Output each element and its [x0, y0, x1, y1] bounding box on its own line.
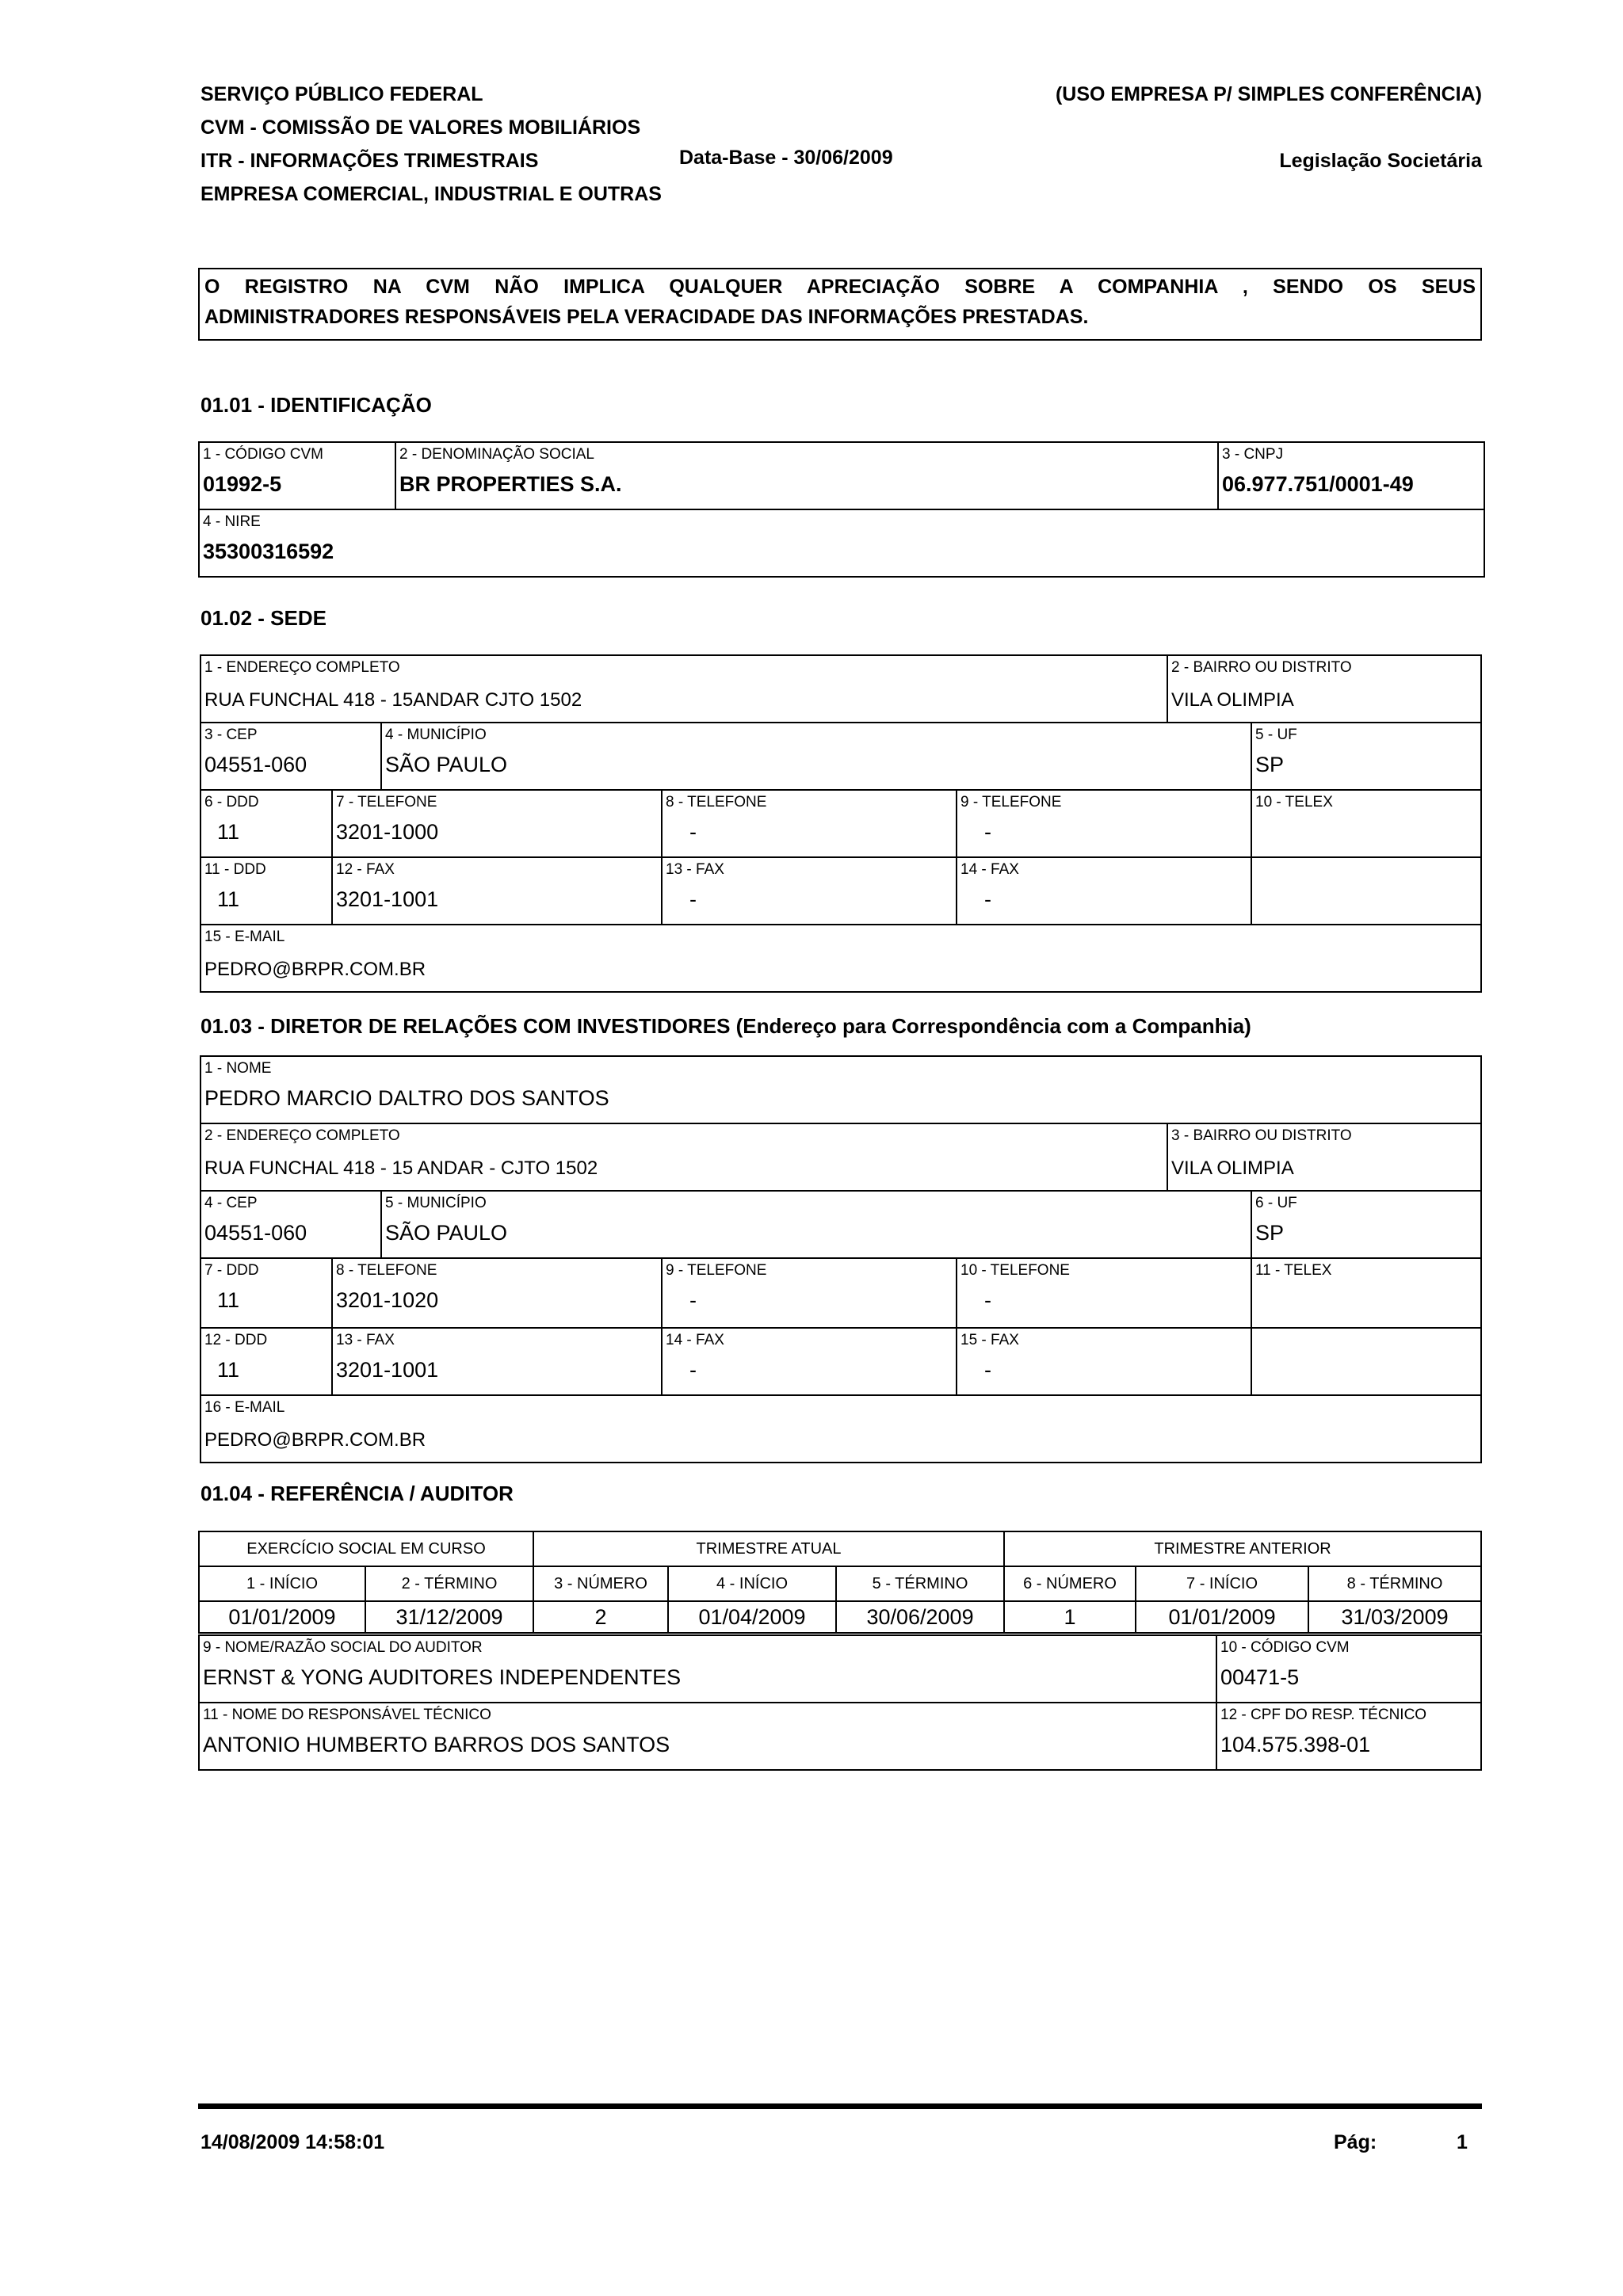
- sede-endereco-cell: [200, 655, 1167, 723]
- diretor-fax3-cell: [957, 1328, 1251, 1395]
- sede-fax1-cell: [332, 857, 662, 925]
- sede-fax3-value: -: [984, 887, 991, 911]
- sede-municipio-cell: [381, 723, 1251, 790]
- diretor-telex-label: 11 - TELEX: [1255, 1262, 1332, 1279]
- diretor-table: [200, 1055, 1482, 1463]
- exercicio-header: EXERCÍCIO SOCIAL EM CURSO: [199, 1531, 533, 1566]
- data-base: Data-Base - 30/06/2009: [679, 147, 893, 169]
- diretor-cep-value: 04551-060: [204, 1221, 307, 1245]
- sede-cep-label: 3 - CEP: [204, 727, 258, 743]
- sede-telex-label: 10 - TELEX: [1255, 794, 1333, 810]
- sede-email-label: 15 - E-MAIL: [204, 929, 285, 945]
- trimestre-anterior-header: TRIMESTRE ANTERIOR: [1004, 1531, 1481, 1566]
- sede-tel1-label: 7 - TELEFONE: [336, 794, 437, 810]
- sede-tel2-label: 8 - TELEFONE: [666, 794, 767, 810]
- diretor-tel1-cell: [332, 1258, 662, 1328]
- sede-ddd-cell: [200, 790, 332, 857]
- col-value: 31/03/2009: [1308, 1601, 1481, 1633]
- notice-line-1: O REGISTRO NA CVM NÃO IMPLICA QUALQUER APRECIAÇÃO SOBRE A COMPANHIA , SENDO OS SEUS: [204, 276, 1476, 298]
- responsavel-label: 11 - NOME DO RESPONSÁVEL TÉCNICO: [203, 1707, 491, 1723]
- diretor-ddd-fax-value: 11: [217, 1358, 240, 1382]
- col-value: 01/01/2009: [1136, 1601, 1308, 1633]
- diretor-ddd-cell: [200, 1258, 332, 1328]
- sede-uf-value: SP: [1255, 753, 1285, 776]
- diretor-ddd-fax-label: 12 - DDD: [204, 1332, 268, 1348]
- legislacao: Legislação Societária: [1279, 150, 1482, 172]
- sede-fax2-value: -: [689, 887, 697, 911]
- col-label: 6 - NÚMERO: [1004, 1566, 1136, 1601]
- diretor-nome-value: PEDRO MARCIO DALTRO DOS SANTOS: [204, 1086, 609, 1110]
- nire-cell: [199, 509, 1484, 577]
- diretor-municipio-cell: [381, 1191, 1251, 1258]
- codigo-cvm-value: 01992-5: [203, 472, 282, 496]
- diretor-ddd-value: 11: [217, 1288, 240, 1312]
- auditor-nome-cell: [199, 1635, 1216, 1703]
- sede-cep-value: 04551-060: [204, 753, 307, 776]
- sede-ddd-fax-value: 11: [217, 887, 240, 911]
- registro-notice: [198, 268, 1482, 341]
- diretor-tel2-value: -: [689, 1288, 697, 1312]
- diretor-cep-label: 4 - CEP: [204, 1195, 258, 1211]
- diretor-fax2-label: 14 - FAX: [666, 1332, 724, 1348]
- sede-telex-cell: [1251, 790, 1481, 857]
- codigo-cvm-cell: [199, 442, 395, 509]
- diretor-cep-cell: [200, 1191, 381, 1258]
- codigo-cvm-label: 1 - CÓDIGO CVM: [203, 446, 324, 463]
- diretor-fax2-value: -: [689, 1358, 697, 1382]
- auditor-codigo-label: 10 - CÓDIGO CVM: [1220, 1639, 1350, 1656]
- sede-tel3-label: 9 - TELEFONE: [960, 794, 1062, 810]
- diretor-telex-cell: [1251, 1258, 1481, 1328]
- col-label: 4 - INÍCIO: [668, 1566, 836, 1601]
- col-label: 3 - NÚMERO: [533, 1566, 668, 1601]
- auditor-codigo-cell: [1216, 1635, 1481, 1703]
- col-label: 5 - TÉRMINO: [836, 1566, 1004, 1601]
- auditor-nome-label: 9 - NOME/RAZÃO SOCIAL DO AUDITOR: [203, 1639, 483, 1656]
- diretor-ddd-fax-cell: [200, 1328, 332, 1395]
- cnpj-cell: [1218, 442, 1484, 509]
- auditor-codigo-value: 00471-5: [1220, 1665, 1300, 1689]
- denominacao-label: 2 - DENOMINAÇÃO SOCIAL: [399, 446, 594, 463]
- sede-uf-label: 5 - UF: [1255, 727, 1297, 743]
- col-label: 8 - TÉRMINO: [1308, 1566, 1481, 1601]
- diretor-ddd-label: 7 - DDD: [204, 1262, 259, 1279]
- diretor-fax1-cell: [332, 1328, 662, 1395]
- diretor-fax1-label: 13 - FAX: [336, 1332, 395, 1348]
- diretor-empty-cell: [1251, 1328, 1481, 1395]
- cpf-value: 104.575.398-01: [1220, 1733, 1371, 1756]
- sede-email-cell: [200, 925, 1481, 992]
- footer-page-number: 1: [1457, 2131, 1468, 2153]
- sede-municipio-label: 4 - MUNICÍPIO: [385, 727, 487, 743]
- sede-bairro-cell: [1167, 655, 1481, 723]
- notice-line-2: ADMINISTRADORES RESPONSÁVEIS PELA VERACIDADE DAS INFORMAÇÕES PRESTADAS.: [204, 306, 1089, 328]
- responsavel-value: ANTONIO HUMBERTO BARROS DOS SANTOS: [203, 1733, 670, 1756]
- nire-value: 35300316592: [203, 540, 334, 563]
- diretor-uf-label: 6 - UF: [1255, 1195, 1297, 1211]
- diretor-bairro-value: VILA OLIMPIA: [1171, 1158, 1294, 1179]
- diretor-endereco-label: 2 - ENDEREÇO COMPLETO: [204, 1127, 400, 1144]
- col-value: 2: [533, 1601, 668, 1633]
- sede-tel3-value: -: [984, 820, 991, 844]
- diretor-tel2-cell: [662, 1258, 957, 1328]
- section-title-auditor: 01.04 - REFERÊNCIA / AUDITOR: [200, 1482, 514, 1505]
- diretor-endereco-cell: [200, 1123, 1167, 1191]
- diretor-tel1-label: 8 - TELEFONE: [336, 1262, 437, 1279]
- sede-fax3-label: 14 - FAX: [960, 861, 1019, 878]
- diretor-municipio-label: 5 - MUNICÍPIO: [385, 1195, 487, 1211]
- diretor-tel3-label: 10 - TELEFONE: [960, 1262, 1070, 1279]
- col-label: 2 - TÉRMINO: [365, 1566, 533, 1601]
- col-value: 1: [1004, 1601, 1136, 1633]
- sede-bairro-label: 2 - BAIRRO OU DISTRITO: [1171, 659, 1352, 676]
- col-label: 1 - INÍCIO: [199, 1566, 365, 1601]
- section-title-identificacao: 01.01 - IDENTIFICAÇÃO: [200, 393, 432, 417]
- sede-tel2-value: -: [689, 820, 697, 844]
- sede-fax2-label: 13 - FAX: [666, 861, 724, 878]
- col-value: 30/06/2009: [836, 1601, 1004, 1633]
- cnpj-value: 06.977.751/0001-49: [1222, 472, 1414, 496]
- col-label: 7 - INÍCIO: [1136, 1566, 1308, 1601]
- denominacao-cell: [395, 442, 1218, 509]
- cnpj-label: 3 - CNPJ: [1222, 446, 1284, 463]
- sede-fax1-value: 3201-1001: [336, 887, 439, 911]
- diretor-tel3-cell: [957, 1258, 1251, 1328]
- sede-tel1-value: 3201-1000: [336, 820, 439, 844]
- sede-tel2-cell: [662, 790, 957, 857]
- sede-tel1-cell: [332, 790, 662, 857]
- diretor-uf-cell: [1251, 1191, 1481, 1258]
- nire-label: 4 - NIRE: [203, 513, 261, 530]
- sede-ddd-fax-label: 11 - DDD: [204, 861, 266, 878]
- sede-empty-cell: [1251, 857, 1481, 925]
- sede-ddd-label: 6 - DDD: [204, 794, 259, 810]
- uso-empresa: (USO EMPRESA P/ SIMPLES CONFERÊNCIA): [1055, 83, 1482, 105]
- diretor-fax2-cell: [662, 1328, 957, 1395]
- diretor-municipio-value: SÃO PAULO: [385, 1221, 508, 1245]
- diretor-fax3-value: -: [984, 1358, 991, 1382]
- cpf-cell: [1216, 1703, 1481, 1770]
- cpf-label: 12 - CPF DO RESP. TÉCNICO: [1220, 1707, 1427, 1723]
- diretor-uf-value: SP: [1255, 1221, 1285, 1245]
- diretor-email-value: PEDRO@BRPR.COM.BR: [204, 1429, 426, 1451]
- auditor-reference-table: [198, 1531, 1482, 1634]
- sede-tel3-cell: [957, 790, 1251, 857]
- auditor-nome-value: ERNST & YONG AUDITORES INDEPENDENTES: [203, 1665, 682, 1689]
- diretor-fax1-value: 3201-1001: [336, 1358, 439, 1382]
- section-title-diretor: 01.03 - DIRETOR DE RELAÇÕES COM INVESTIDORES (Endereço para Correspondência com a Companhia): [200, 1014, 1251, 1038]
- footer-page-label: Pág:: [1334, 2131, 1377, 2153]
- responsavel-cell: [199, 1703, 1216, 1770]
- diretor-tel3-value: -: [984, 1288, 991, 1312]
- footer-rule: [198, 2103, 1482, 2109]
- diretor-email-cell: [200, 1395, 1481, 1463]
- sede-fax3-cell: [957, 857, 1251, 925]
- sede-table: [200, 654, 1482, 993]
- diretor-endereco-value: RUA FUNCHAL 418 - 15 ANDAR - CJTO 1502: [204, 1158, 598, 1179]
- sede-email-value: PEDRO@BRPR.COM.BR: [204, 959, 426, 980]
- sede-bairro-value: VILA OLIMPIA: [1171, 689, 1294, 711]
- header-line-3: ITR - INFORMAÇÕES TRIMESTRAIS: [200, 150, 539, 172]
- header-line-1: SERVIÇO PÚBLICO FEDERAL: [200, 83, 483, 105]
- identificacao-table: [198, 441, 1485, 578]
- sede-ddd-value: 11: [217, 820, 240, 844]
- diretor-tel1-value: 3201-1020: [336, 1288, 439, 1312]
- diretor-bairro-cell: [1167, 1123, 1481, 1191]
- col-value: 01/04/2009: [668, 1601, 836, 1633]
- auditor-table: [198, 1634, 1482, 1771]
- sede-endereco-value: RUA FUNCHAL 418 - 15ANDAR CJTO 1502: [204, 689, 582, 711]
- col-value: 01/01/2009: [199, 1601, 365, 1633]
- section-title-sede: 01.02 - SEDE: [200, 606, 327, 630]
- footer-timestamp: 14/08/2009 14:58:01: [200, 2131, 385, 2153]
- sede-cep-cell: [200, 723, 381, 790]
- col-value: 31/12/2009: [365, 1601, 533, 1633]
- sede-municipio-value: SÃO PAULO: [385, 753, 508, 776]
- sede-endereco-label: 1 - ENDEREÇO COMPLETO: [204, 659, 400, 676]
- diretor-bairro-label: 3 - BAIRRO OU DISTRITO: [1171, 1127, 1352, 1144]
- sede-ddd-fax-cell: [200, 857, 332, 925]
- diretor-nome-label: 1 - NOME: [204, 1060, 272, 1077]
- header-line-4: EMPRESA COMERCIAL, INDUSTRIAL E OUTRAS: [200, 183, 662, 205]
- denominacao-value: BR PROPERTIES S.A.: [399, 472, 622, 496]
- sede-fax2-cell: [662, 857, 957, 925]
- diretor-email-label: 16 - E-MAIL: [204, 1399, 285, 1416]
- sede-fax1-label: 12 - FAX: [336, 861, 395, 878]
- diretor-tel2-label: 9 - TELEFONE: [666, 1262, 767, 1279]
- sede-uf-cell: [1251, 723, 1481, 790]
- header-line-2: CVM - COMISSÃO DE VALORES MOBILIÁRIOS: [200, 116, 641, 139]
- diretor-nome-cell: [200, 1056, 1481, 1123]
- diretor-fax3-label: 15 - FAX: [960, 1332, 1019, 1348]
- trimestre-atual-header: TRIMESTRE ATUAL: [533, 1531, 1004, 1566]
